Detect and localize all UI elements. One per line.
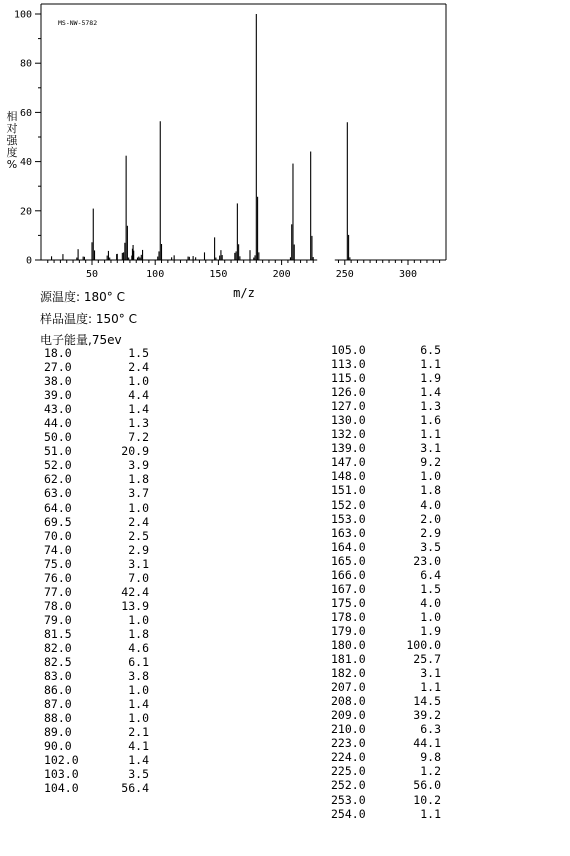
intensity-value: 56.0 [413, 778, 441, 793]
table-row [44, 543, 149, 557]
mz-value: 82.5 [44, 655, 72, 670]
table-row [331, 427, 441, 441]
intensity-value: 1.2 [420, 764, 441, 779]
mz-value: 27.0 [44, 360, 72, 375]
mz-value: 88.0 [44, 711, 72, 726]
table-row [331, 736, 441, 750]
y-tick-label: 100 [13, 9, 32, 21]
table-row [331, 610, 441, 624]
mz-value: 180.0 [331, 637, 366, 652]
table-row [331, 526, 441, 540]
mz-value: 78.0 [44, 598, 72, 613]
table-row [331, 343, 441, 357]
mz-value: 51.0 [44, 444, 72, 459]
intensity-value: 6.4 [420, 567, 441, 582]
mz-value: 18.0 [44, 346, 72, 360]
table-row [44, 444, 149, 458]
mz-value: 164.0 [331, 539, 366, 554]
mz-value: 225.0 [331, 764, 366, 779]
mz-value: 224.0 [331, 750, 366, 765]
table-row [44, 416, 149, 430]
table-row [331, 596, 441, 610]
table-row [331, 399, 441, 413]
table-row [331, 540, 441, 554]
intensity-value: 1.0 [128, 500, 149, 515]
table-row [331, 582, 441, 596]
intensity-value: 13.9 [121, 598, 149, 613]
y-tick-label: 0 [25, 255, 32, 267]
mz-value: 50.0 [44, 430, 72, 445]
mz-value: 105.0 [331, 343, 366, 357]
table-row [331, 708, 441, 722]
table-row [331, 807, 441, 821]
mass-spectrum-chart [0, 0, 570, 300]
mz-value: 69.5 [44, 514, 72, 529]
intensity-value: 1.8 [128, 626, 149, 641]
intensity-value: 100.0 [406, 637, 441, 652]
mz-value: 181.0 [331, 652, 366, 667]
mz-value: 126.0 [331, 385, 366, 400]
intensity-value: 4.0 [420, 595, 441, 610]
table-row [44, 529, 149, 543]
mz-value: 52.0 [44, 458, 72, 473]
intensity-value: 3.1 [420, 441, 441, 456]
peak-table-left [44, 346, 149, 796]
intensity-value: 1.1 [420, 357, 441, 372]
mz-value: 102.0 [44, 753, 79, 768]
mz-value: 44.0 [44, 416, 72, 431]
mz-value: 130.0 [331, 413, 366, 428]
mz-value: 63.0 [44, 486, 72, 501]
intensity-value: 3.5 [128, 767, 149, 782]
intensity-value: 2.4 [128, 514, 149, 529]
mz-value: 82.0 [44, 640, 72, 655]
table-row [44, 781, 149, 795]
table-row [44, 571, 149, 585]
intensity-value: 7.2 [128, 430, 149, 445]
intensity-value: 20.9 [121, 444, 149, 459]
table-row [44, 725, 149, 739]
table-row [44, 472, 149, 486]
mz-value: 165.0 [331, 553, 366, 568]
table-row [44, 388, 149, 402]
mz-value: 104.0 [44, 781, 79, 796]
intensity-value: 2.4 [128, 360, 149, 375]
intensity-value: 6.1 [128, 655, 149, 670]
intensity-value: 1.4 [128, 753, 149, 768]
x-tick-label: 150 [209, 269, 228, 280]
table-row [44, 753, 149, 767]
intensity-value: 56.4 [121, 781, 149, 796]
y-axis-label-char: 强 [6, 134, 18, 147]
mz-value: 43.0 [44, 402, 72, 417]
peak-table-right [331, 343, 441, 821]
mz-value: 223.0 [331, 736, 366, 751]
intensity-value: 1.1 [420, 806, 441, 821]
mz-value: 139.0 [331, 441, 366, 456]
intensity-value: 6.5 [420, 343, 441, 357]
mz-value: 254.0 [331, 806, 366, 821]
intensity-value: 4.0 [420, 497, 441, 512]
mz-value: 86.0 [44, 683, 72, 698]
table-row [44, 515, 149, 529]
intensity-value: 1.4 [128, 402, 149, 417]
mz-value: 76.0 [44, 570, 72, 585]
intensity-value: 2.9 [128, 542, 149, 557]
x-tick-label: 250 [335, 269, 354, 280]
table-row [44, 360, 149, 374]
intensity-value: 1.1 [420, 427, 441, 442]
y-axis-label-char: 相 [6, 110, 18, 123]
table-row [331, 357, 441, 371]
intensity-value: 7.0 [128, 570, 149, 585]
mz-value: 115.0 [331, 371, 366, 386]
table-row [44, 346, 149, 360]
mz-value: 178.0 [331, 609, 366, 624]
intensity-value: 1.1 [420, 680, 441, 695]
mz-value: 179.0 [331, 623, 366, 638]
intensity-value: 44.1 [413, 736, 441, 751]
table-row [331, 793, 441, 807]
mz-value: 210.0 [331, 722, 366, 737]
table-row [331, 750, 441, 764]
intensity-value: 1.3 [420, 399, 441, 414]
table-row [44, 669, 149, 683]
table-row [44, 683, 149, 697]
intensity-value: 3.9 [128, 458, 149, 473]
table-row [331, 638, 441, 652]
mz-value: 89.0 [44, 725, 72, 740]
intensity-value: 1.6 [420, 413, 441, 428]
table-row [44, 486, 149, 500]
mz-value: 127.0 [331, 399, 366, 414]
table-row [331, 512, 441, 526]
mz-value: 113.0 [331, 357, 366, 372]
table-row [331, 680, 441, 694]
intensity-value: 3.7 [128, 486, 149, 501]
intensity-value: 3.1 [420, 666, 441, 681]
y-tick-label: 40 [19, 157, 32, 169]
table-row [44, 557, 149, 571]
table-row [44, 697, 149, 711]
chart-peaks [52, 14, 350, 260]
table-row [331, 554, 441, 568]
mz-value: 152.0 [331, 497, 366, 512]
mz-value: 153.0 [331, 511, 366, 526]
table-row [44, 767, 149, 781]
table-row [331, 722, 441, 736]
table-row [44, 501, 149, 515]
y-axis-label-char: % [6, 158, 18, 171]
mz-value: 83.0 [44, 669, 72, 684]
y-tick-label: 80 [19, 58, 32, 70]
mz-value: 79.0 [44, 612, 72, 627]
mz-value: 103.0 [44, 767, 79, 782]
x-axis-label: m/z [233, 286, 255, 300]
table-row [331, 385, 441, 399]
mz-value: 87.0 [44, 697, 72, 712]
y-axis-label [7, 109, 19, 171]
intensity-value: 1.3 [128, 416, 149, 431]
table-row [44, 641, 149, 655]
intensity-value: 4.1 [128, 739, 149, 754]
intensity-value: 1.9 [420, 623, 441, 638]
mz-value: 148.0 [331, 469, 366, 484]
mz-value: 151.0 [331, 483, 366, 498]
mz-value: 182.0 [331, 666, 366, 681]
sample-temperature: 样品温度: 150° C [40, 312, 137, 326]
table-row [331, 441, 441, 455]
mz-value: 163.0 [331, 525, 366, 540]
mz-value: 207.0 [331, 680, 366, 695]
intensity-value: 3.8 [128, 669, 149, 684]
mz-value: 208.0 [331, 694, 366, 709]
mz-value: 166.0 [331, 567, 366, 582]
table-row [331, 778, 441, 792]
mz-value: 175.0 [331, 595, 366, 610]
intensity-value: 2.5 [128, 528, 149, 543]
intensity-value: 1.0 [420, 609, 441, 624]
table-row [331, 498, 441, 512]
intensity-value: 1.5 [420, 581, 441, 596]
intensity-value: 1.5 [128, 346, 149, 360]
table-row [44, 655, 149, 669]
source-temperature: 源温度: 180° C [40, 290, 125, 304]
intensity-value: 1.0 [128, 612, 149, 627]
mz-value: 253.0 [331, 792, 366, 807]
table-row [331, 624, 441, 638]
mz-value: 167.0 [331, 581, 366, 596]
intensity-value: 4.4 [128, 388, 149, 403]
x-tick-label: 300 [398, 269, 418, 280]
x-tick-label: 100 [146, 269, 165, 280]
chart-ticks [14, 10, 440, 281]
mz-value: 64.0 [44, 500, 72, 515]
x-tick-label: 50 [85, 269, 99, 280]
intensity-value: 14.5 [413, 694, 441, 709]
mz-value: 75.0 [44, 556, 72, 571]
table-row [331, 455, 441, 469]
table-row [331, 764, 441, 778]
mz-value: 81.5 [44, 626, 72, 641]
table-row [44, 613, 149, 627]
intensity-value: 1.4 [420, 385, 441, 400]
intensity-value: 39.2 [413, 708, 441, 723]
mz-value: 74.0 [44, 542, 72, 557]
intensity-value: 4.6 [128, 640, 149, 655]
intensity-value: 2.9 [420, 525, 441, 540]
intensity-value: 23.0 [413, 553, 441, 568]
table-row [44, 599, 149, 613]
spectrum-code-label: MS-NW-5782 [58, 19, 98, 27]
table-row [44, 585, 149, 599]
table-row [44, 711, 149, 725]
table-row [44, 458, 149, 472]
mz-value: 147.0 [331, 455, 366, 470]
table-row [331, 371, 441, 385]
y-tick-label: 20 [19, 206, 32, 218]
y-axis-label-char: 度 [6, 146, 18, 159]
intensity-value: 3.1 [128, 556, 149, 571]
intensity-value: 42.4 [121, 584, 149, 599]
mz-value: 39.0 [44, 388, 72, 403]
table-row [331, 483, 441, 497]
mz-value: 62.0 [44, 472, 72, 487]
mz-value: 90.0 [44, 739, 72, 754]
mz-value: 77.0 [44, 584, 72, 599]
table-row [44, 374, 149, 388]
y-tick-label: 60 [19, 107, 32, 119]
y-axis-label-char: 对 [6, 122, 18, 135]
table-row [331, 413, 441, 427]
intensity-value: 9.2 [420, 455, 441, 470]
mz-value: 70.0 [44, 528, 72, 543]
table-row [44, 739, 149, 753]
intensity-value: 9.8 [420, 750, 441, 765]
table-row [331, 568, 441, 582]
intensity-value: 25.7 [413, 652, 441, 667]
table-row [331, 666, 441, 680]
intensity-value: 1.9 [420, 371, 441, 386]
intensity-value: 1.0 [128, 711, 149, 726]
intensity-value: 2.1 [128, 725, 149, 740]
intensity-value: 1.0 [128, 374, 149, 389]
intensity-value: 6.3 [420, 722, 441, 737]
table-row [331, 469, 441, 483]
electron-energy: 电子能量,75ev [40, 333, 122, 347]
intensity-value: 3.5 [420, 539, 441, 554]
intensity-value: 1.4 [128, 697, 149, 712]
mz-value: 38.0 [44, 374, 72, 389]
intensity-value: 1.0 [420, 469, 441, 484]
mz-value: 209.0 [331, 708, 366, 723]
chart-axes [41, 4, 446, 260]
intensity-value: 1.0 [128, 683, 149, 698]
mz-value: 132.0 [331, 427, 366, 442]
table-row [44, 627, 149, 641]
table-row [331, 652, 441, 666]
table-row [44, 430, 149, 444]
intensity-value: 1.8 [128, 472, 149, 487]
x-tick-label: 200 [272, 269, 291, 280]
intensity-value: 2.0 [420, 511, 441, 526]
mz-value: 252.0 [331, 778, 366, 793]
intensity-value: 10.2 [413, 792, 441, 807]
table-row [331, 694, 441, 708]
table-row [44, 402, 149, 416]
intensity-value: 1.8 [420, 483, 441, 498]
